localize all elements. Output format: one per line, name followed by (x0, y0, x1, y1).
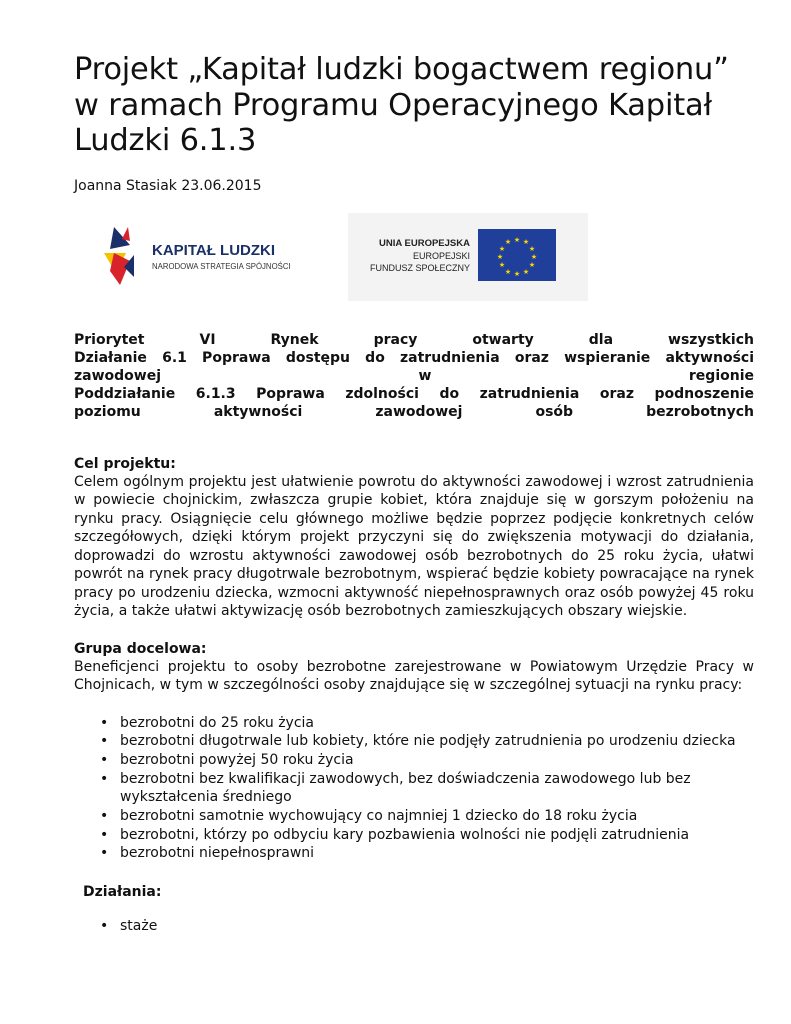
svg-text:★: ★ (504, 267, 512, 276)
kapital-ludzki-subtitle: NARODOWA STRATEGIA SPÓJNOŚCI (152, 261, 291, 271)
action-line-cont: zawodowej w regionie (74, 367, 754, 384)
svg-text:★: ★ (504, 237, 512, 246)
svg-text:★: ★ (522, 267, 530, 276)
author-date: Joanna Stasiak 23.06.2015 (74, 177, 262, 194)
kapital-ludzki-logo (100, 223, 310, 293)
svg-text:★: ★ (528, 244, 536, 253)
svg-text:★: ★ (496, 252, 504, 261)
svg-text:★: ★ (530, 252, 538, 261)
eu-efs-logo (348, 213, 588, 301)
cel-text: Celem ogólnym projektu jest ułatwienie powrotu do aktywności zawodowej i wzrost zatrudnienia w powiecie chojnickim, zwłaszcza grupie kobiet, która znajduje się w gorszym położeniu na rynku pracy. Osiągnięcie celu głównego możliwe będzie poprzez podjęcie konkretnych celów szczegółowych, dzięki którym projekt przyczyni się do zwiększenia motywacji do działania, doprowadzi do wzrostu aktywności zawodowej osób bezrobotnych do 25 roku życia, ułatwi powrót na rynek pracy długotrwale bezrobotnym, wspierać będzie kobiety powracające na rynek pracy po urodzeniu dziecka, wzmocni aktywność niepełnosprawnych oraz osób powyżej 45 roku życia, a także ułatwi aktywizację osób bezrobotnych zamieszkujących obszary wiejskie. (74, 473, 754, 619)
priority-line: Priorytet VI Rynek pracy otwarty dla wszystkich (74, 331, 754, 348)
grupa-heading: Grupa docelowa: (74, 640, 207, 657)
list-item: • bezrobotni długotrwale lub kobiety, które nie podjęły zatrudnienia po urodzeniu dziecka (74, 732, 754, 751)
list-item: • bezrobotni do 25 roku życia (74, 714, 754, 733)
document-page (74, 52, 754, 936)
document-title: Projekt „Kapitał ludzki bogactwem regionu” w ramach Programu Operacyjnego Kapitał Ludzki 6.1.3 (74, 52, 729, 158)
grupa-list (74, 714, 754, 864)
kapital-ludzki-emblem-icon (104, 227, 134, 285)
svg-text:★: ★ (522, 237, 530, 246)
eu-line-3: FUNDUSZ SPOŁECZNY (369, 262, 470, 273)
list-item: • staże (74, 917, 754, 936)
list-item: • bezrobotni powyżej 50 roku życia (74, 751, 754, 770)
dzialania-heading: Działania: (83, 884, 162, 901)
eu-line-1: UNIA EUROPEJSKA (379, 237, 470, 249)
logo-strip (74, 213, 754, 305)
svg-text:★: ★ (498, 260, 506, 269)
list-item: • bezrobotni, którzy po odbyciu kary pozbawienia wolności nie podjęli zatrudnienia (74, 826, 754, 845)
cel-section (74, 455, 754, 621)
subaction-line: Poddziałanie 6.1.3 Poprawa zdolności do zatrudnienia oraz podnoszenie (74, 385, 754, 402)
svg-text:★: ★ (513, 235, 521, 244)
action-line: Działanie 6.1 Poprawa dostępu do zatrudnienia oraz wspieranie aktywności (74, 349, 754, 366)
priority-block (74, 331, 754, 421)
list-item: • bezrobotni niepełnosprawni (74, 844, 754, 863)
grupa-section (74, 640, 754, 864)
grupa-text: Beneficjenci projektu to osoby bezrobotne zarejestrowane w Powiatowym Urzędzie Pracy w Chojnicach, w tym w szczególności osoby znajdujące się w szczególnej sytuacji na rynku pracy: (74, 658, 754, 693)
svg-text:★: ★ (513, 269, 521, 278)
eu-flag-icon (478, 229, 556, 281)
dzialania-section (74, 883, 754, 936)
dzialania-list (74, 917, 754, 936)
kapital-ludzki-name: KAPITAŁ LUDZKI (152, 241, 276, 259)
eu-line-2: EUROPEJSKI (412, 250, 470, 261)
list-item: • bezrobotni samotnie wychowujący co najmniej 1 dziecko do 18 roku życia (74, 807, 754, 826)
cel-heading: Cel projektu: (74, 455, 176, 472)
svg-text:★: ★ (498, 244, 506, 253)
svg-text:★: ★ (528, 260, 536, 269)
subaction-line-cont: poziomu aktywności zawodowej osób bezrobotnych (74, 403, 754, 420)
list-item: • bezrobotni bez kwalifikacji zawodowych, bez doświadczenia zawodowego lub bez wykształcenia średniego (74, 770, 754, 807)
